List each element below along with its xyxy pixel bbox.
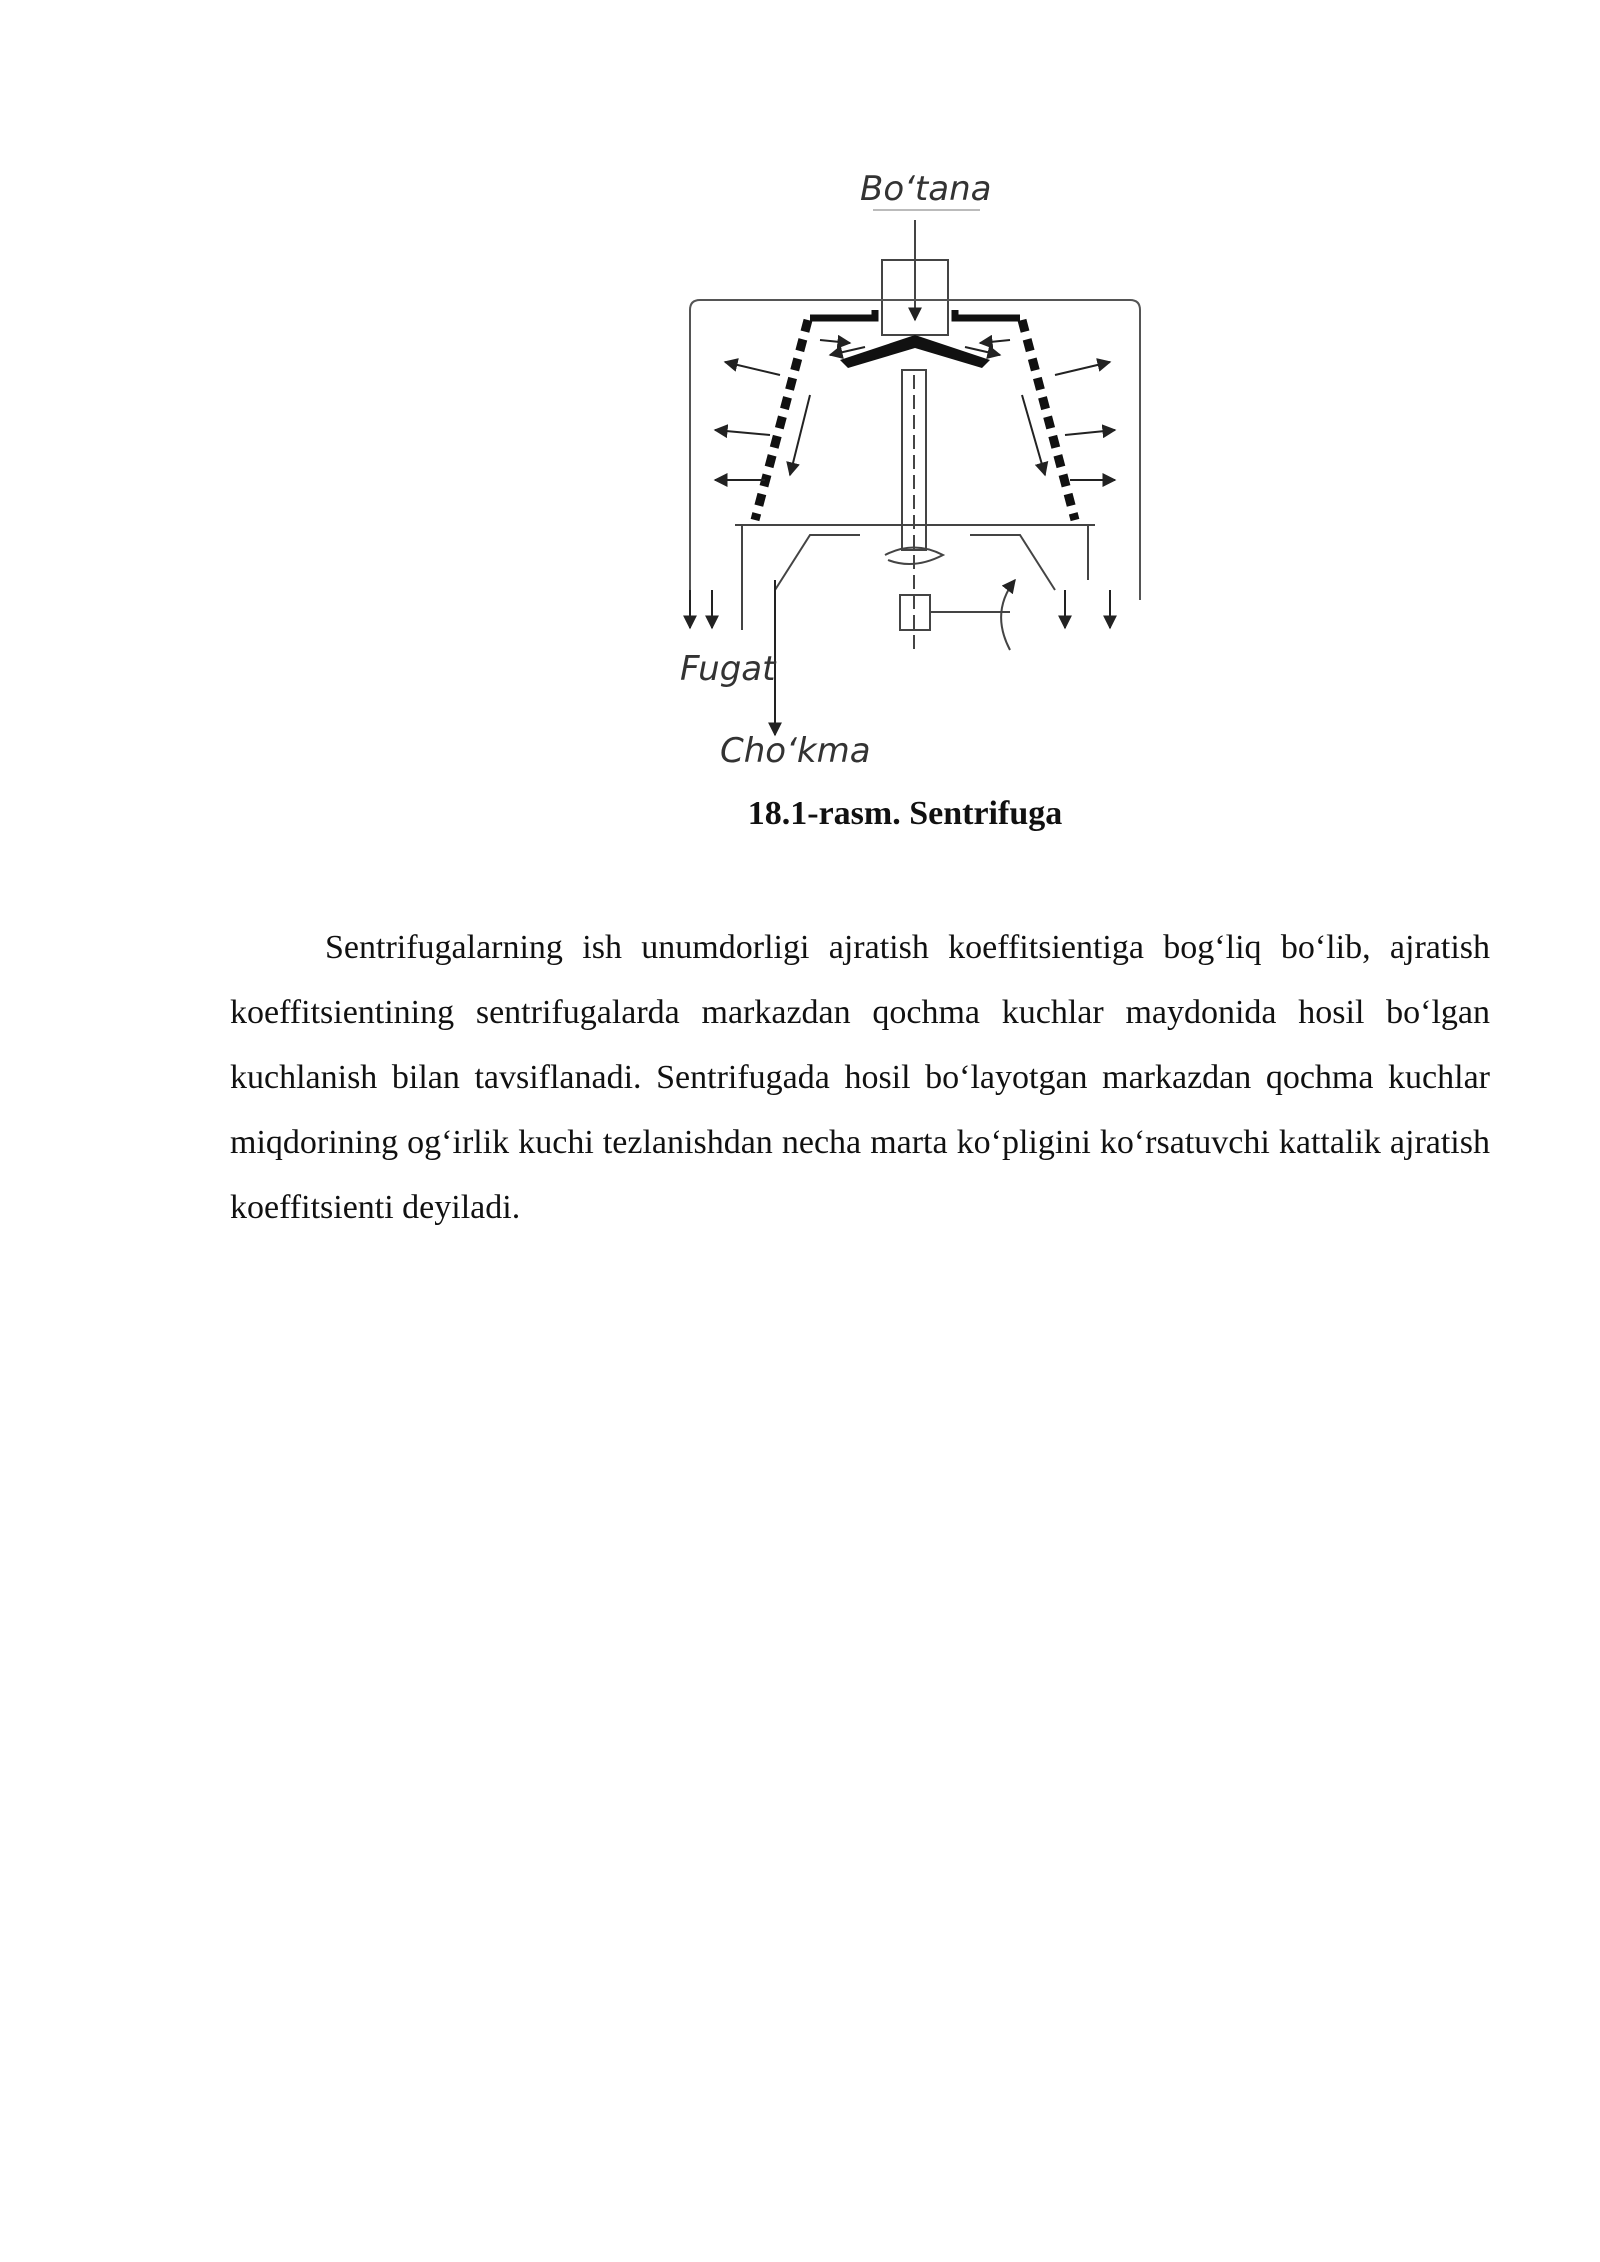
label-feed: Bo‘tana xyxy=(860,169,992,209)
label-sediment: Cho‘kma xyxy=(720,731,871,771)
figure-caption: 18.1-rasm. Sentrifuga xyxy=(747,795,1063,832)
centrifuge-diagram xyxy=(660,150,1180,780)
centrifuge-figure xyxy=(660,150,1180,780)
label-filtrate: Fugat xyxy=(680,649,776,689)
rotation-arrow xyxy=(1001,580,1015,650)
distributor-cone xyxy=(840,335,990,368)
body-paragraph: Sentrifugalarning ish unumdorligi ajratish koeffitsientiga bog‘liq bo‘lib, ajratish koeffitsientining sentrifugalarda markazdan qochma kuchlar maydonida hosil bo‘lgan kuchlanish bilan tavsiflanadi. Sentrifugada hosil bo‘layotgan markazdan qochma kuchlar miqdorining og‘irlik kuchi tezlanishdan necha marta ko‘pligini ko‘rsatuvchi kattalik ajratish koeffitsienti deyiladi. xyxy=(230,929,1490,1226)
shaft xyxy=(885,370,1010,650)
bowl-wall-left xyxy=(755,320,808,520)
